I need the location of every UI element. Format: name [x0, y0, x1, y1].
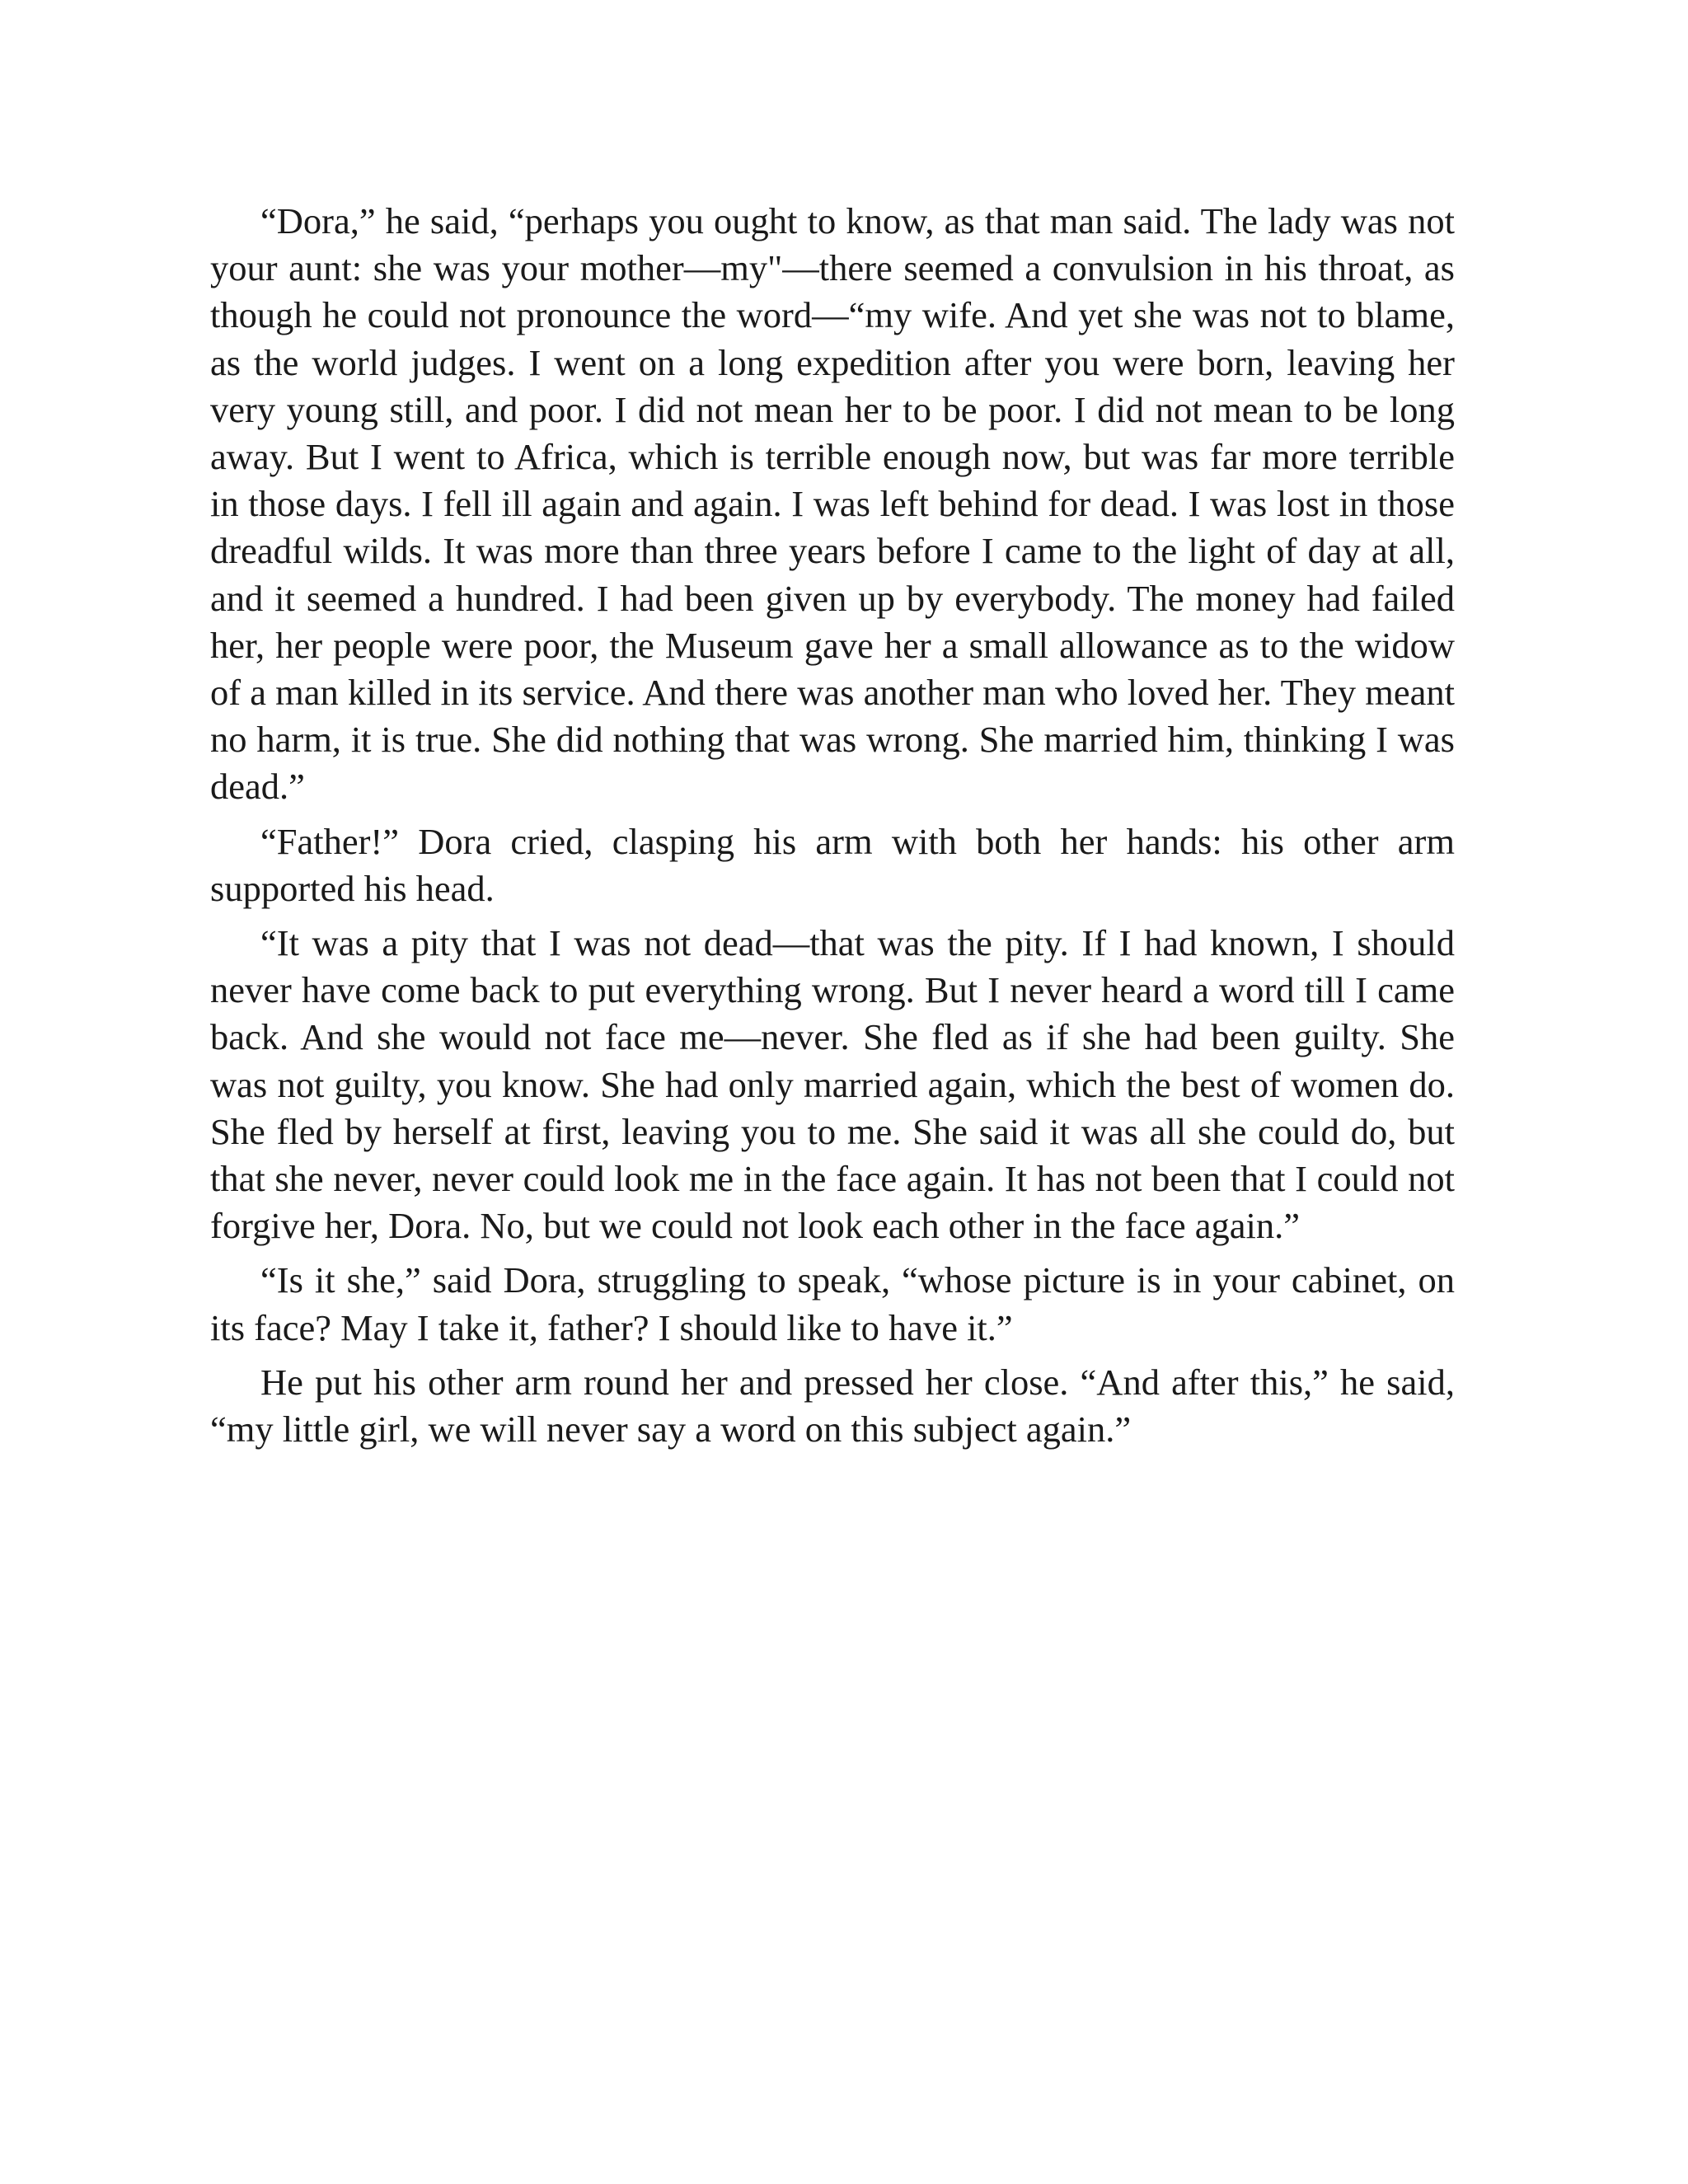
paragraph-1: “Dora,” he said, “perhaps you ought to know, as that man said. The lady was not your aunt: she was your mother—my"—there seemed a convulsion in his throat, as though he could not pronounce the word—“my wife. And yet she was not to blame, as the world judges. I went on a long expedition after you were born, leaving her very young still, and poor. I did not mean her to be poor. I did not mean to be long away. But I went to Africa, which is terrible enough now, but was far more terrible in those days. I fell ill again and again. I was left behind for dead. I was lost in those dreadful wilds. It was more than three years before I came to the light of day at all, and it seemed a hundred. I had been given up by everybody. The money had failed her, her people were poor, the Museum gave her a small allowance as to the widow of a man killed in its service. And there was another man who loved her. They meant no harm, it is true. She did nothing that was wrong. She married him, thinking I was dead.”	[210, 200, 1455, 808]
paragraph-4: “Is it she,” said Dora, struggling to speak, “whose picture is in your cabinet, on its face? May I take it, father? I should like to have it.”	[210, 1259, 1455, 1348]
paragraph-5: He put his other arm round her and pressed her close. “And after this,” he said, “my little girl, we will never say a word on this subject again.”	[210, 1361, 1455, 1451]
paragraph-3: “It was a pity that I was not dead—that was the pity. If I had known, I should never have come back to put everything wrong. But I never heard a word till I came back. And she would not face me—never. She fled as if she had been guilty. She was not guilty, you know. She had only married again, which the best of women do. She fled by herself at first, leaving you to me. She said it was all she could do, but that she never, never could look me in the face again. It has not been that I could not forgive her, Dora. No, but we could not look each other in the face again.”	[210, 922, 1455, 1247]
paragraph-2: “Father!” Dora cried, clasping his arm with both her hands: his other arm supported his head.	[210, 820, 1455, 909]
page-body	[210, 198, 1455, 1460]
